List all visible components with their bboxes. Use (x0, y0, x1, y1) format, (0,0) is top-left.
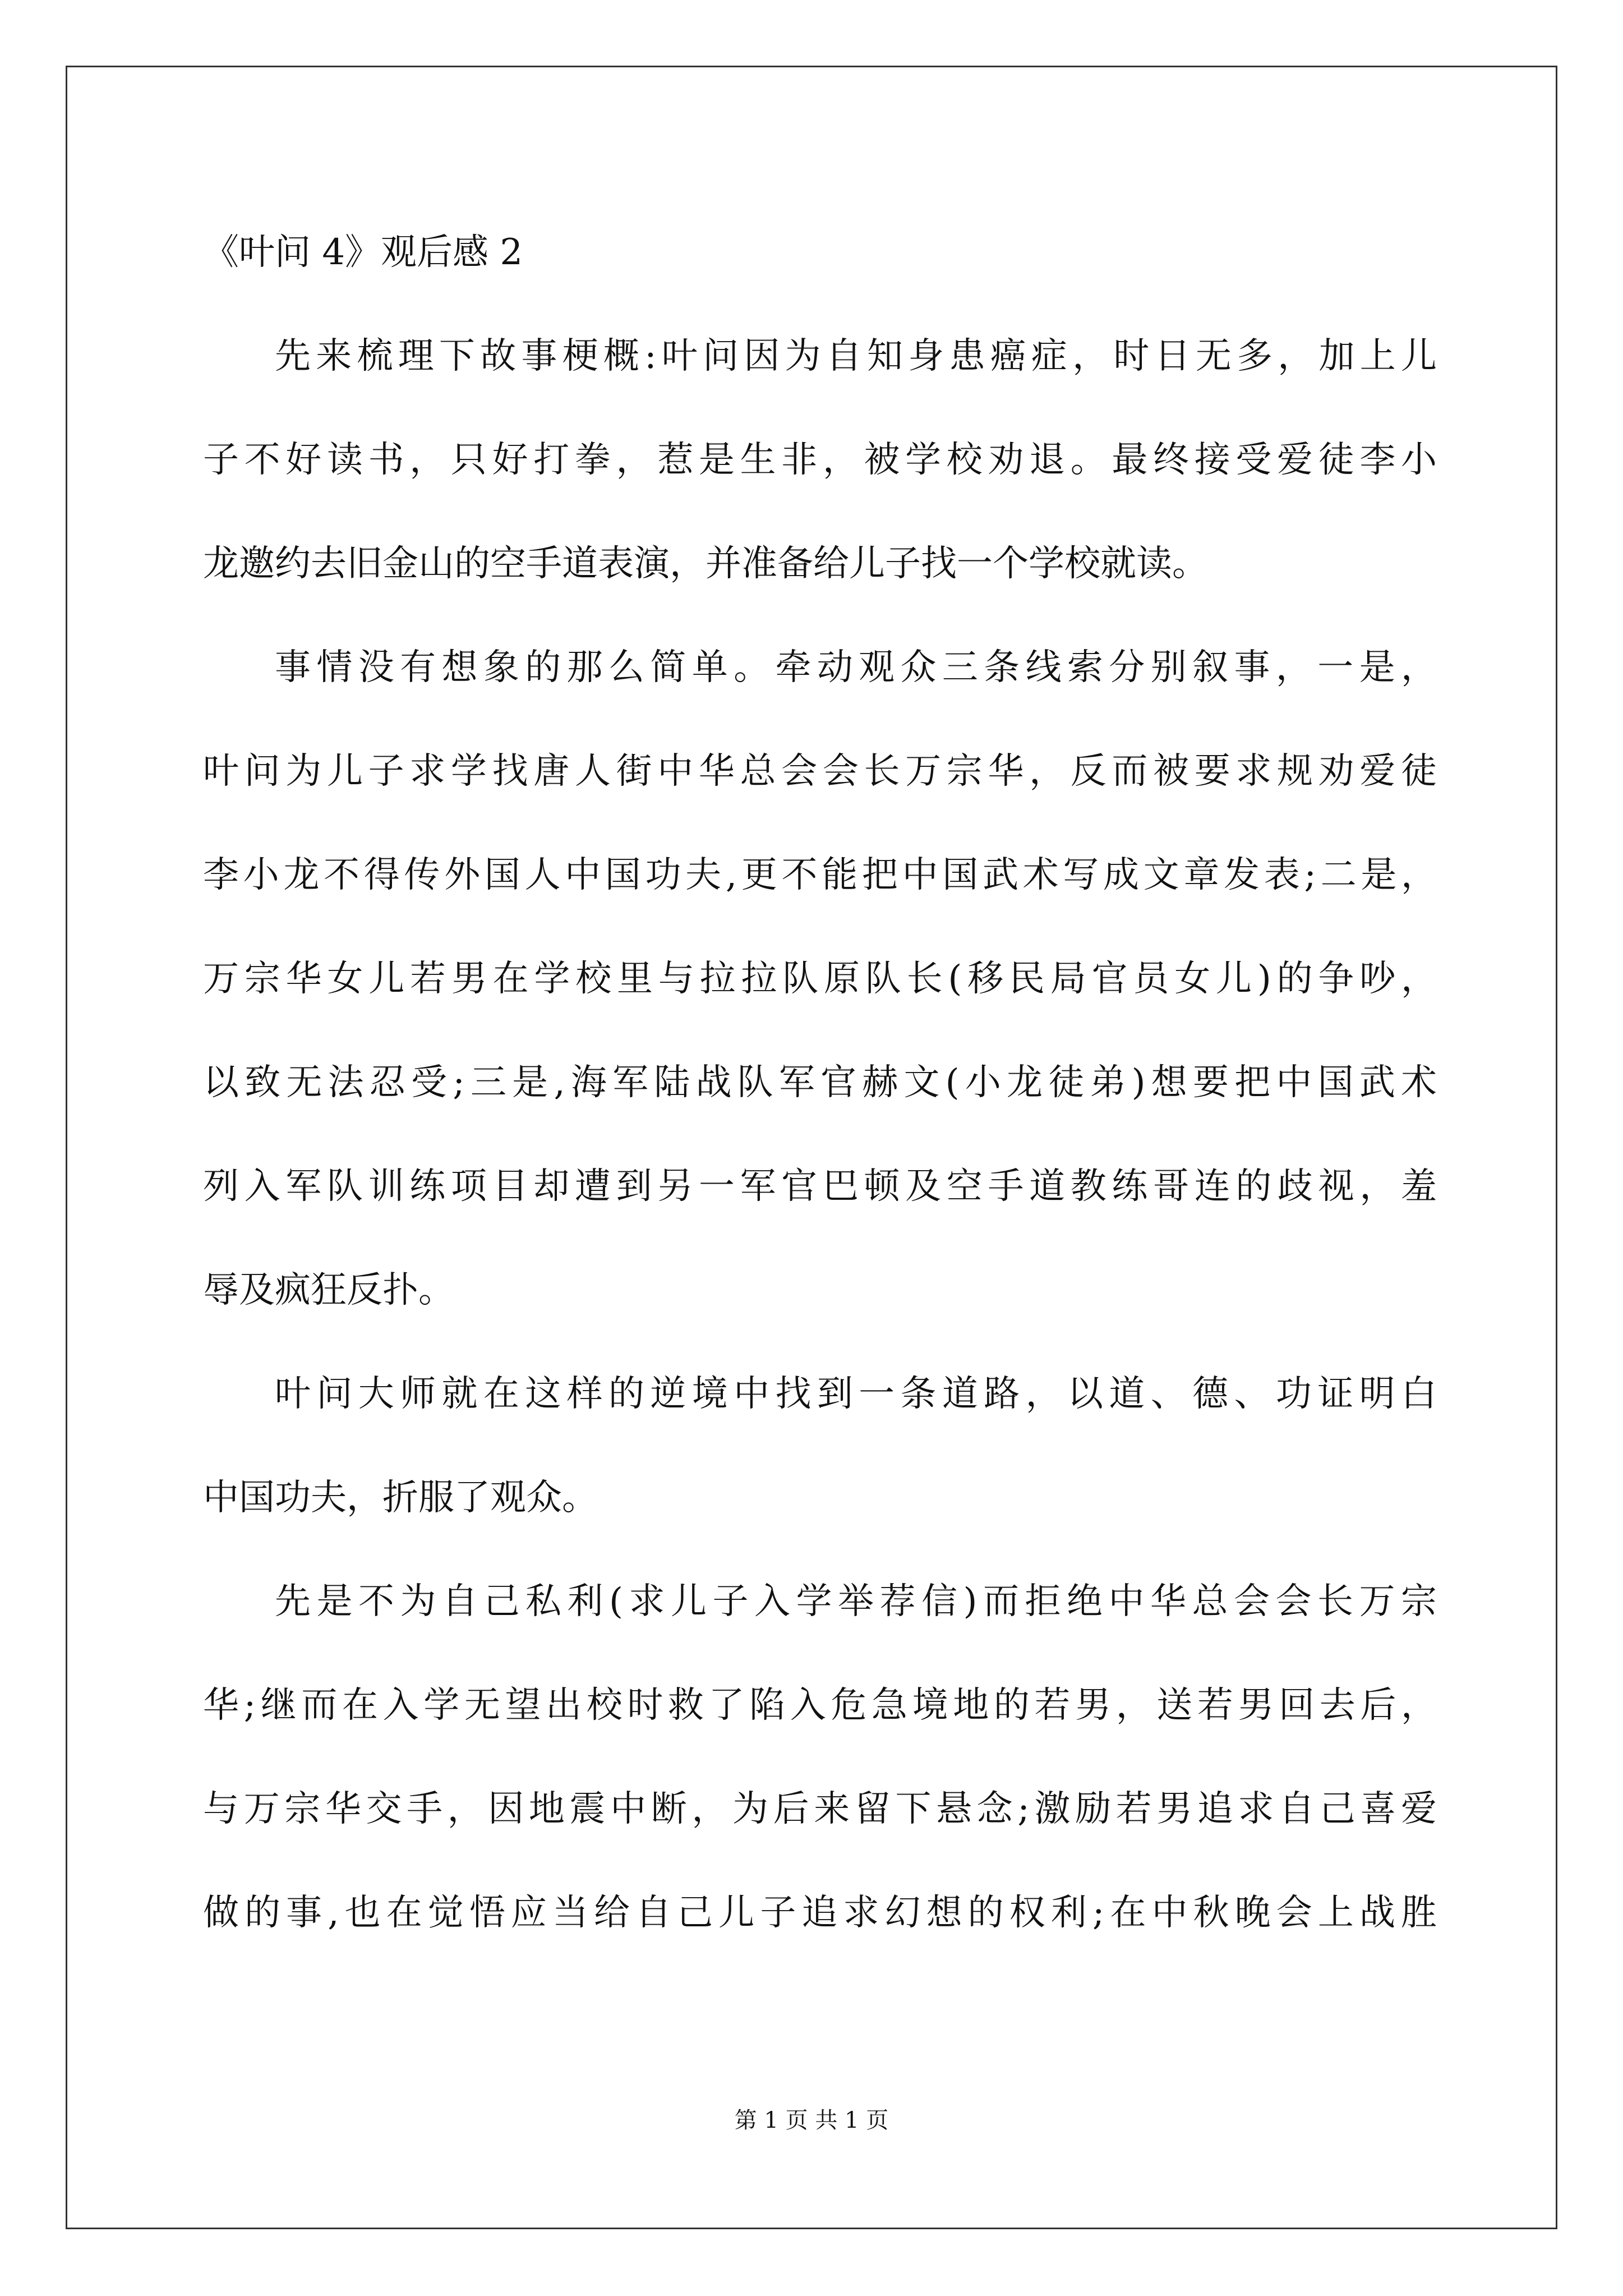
paragraph-line: 李小龙不得传外国人中国功夫,更不能把中国武术写成文章发表;二是， (203, 854, 1437, 896)
paragraph-line: 龙邀约去旧金山的空手道表演，并准备给儿子找一个学校就读。 (203, 543, 1208, 585)
paragraph-line: 万宗华女儿若男在学校里与拉拉队原队长(移民局官员女儿)的争吵， (203, 958, 1437, 1000)
paragraph-line: 华;继而在入学无望出校时救了陷入危急境地的若男，送若男回去后， (203, 1685, 1437, 1726)
paragraph-line: 与万宗华交手，因地震中断，为后来留下悬念;激励若男追求自己喜爱 (203, 1788, 1437, 1830)
paragraph-line: 辱及疯狂反扑。 (203, 1269, 454, 1311)
paragraph-line: 列入军队训练项目却遭到另一军官巴顿及空手道教练哥连的歧视，羞 (203, 1166, 1437, 1207)
paragraph-line: 叶问大师就在这样的逆境中找到一条道路，以道、德、功证明白 (275, 1373, 1437, 1415)
paragraph-line: 事情没有想象的那么简单。牵动观众三条线索分别叙事，一是， (275, 647, 1437, 688)
paragraph-line: 先是不为自己私利(求儿子入学举荐信)而拒绝中华总会会长万宗 (275, 1581, 1437, 1622)
paragraph-line: 做的事,也在觉悟应当给自己儿子追求幻想的权利;在中秋晚会上战胜 (203, 1892, 1437, 1934)
paragraph-line: 子不好读书，只好打拳，惹是生非，被学校劝退。最终接受爱徒李小 (203, 439, 1437, 481)
paragraph-line: 先来梳理下故事梗概:叶问因为自知身患癌症，时日无多，加上儿 (275, 335, 1437, 377)
page-number-footer: 第 1 页 共 1 页 (734, 2108, 889, 2133)
document-title: 《叶问 4》观后感 2 (203, 232, 523, 273)
paragraph-line: 叶问为儿子求学找唐人街中华总会会长万宗华，反而被要求规劝爱徒 (203, 751, 1437, 792)
paragraph-line: 中国功夫，折服了观众。 (203, 1477, 598, 1519)
paragraph-line: 以致无法忍受;三是,海军陆战队军官赫文(小龙徒弟)想要把中国武术 (203, 1062, 1437, 1103)
